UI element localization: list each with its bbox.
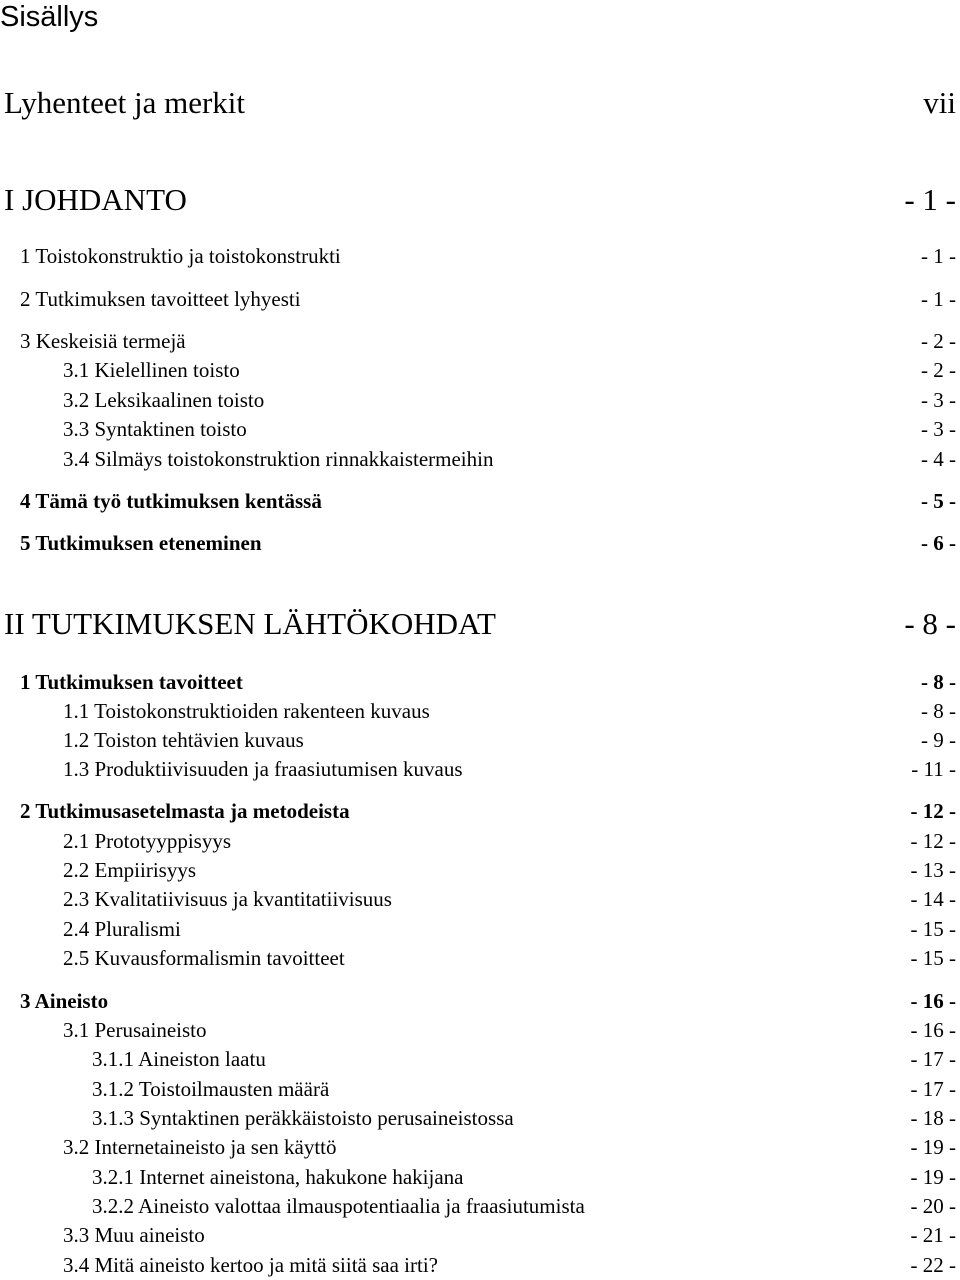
- toc-entry-title: 3.4 Silmäys toistokonstruktion rinnakkaistermeihin: [63, 447, 494, 471]
- toc-entry[interactable]: [4, 606, 956, 642]
- toc-entry[interactable]: [63, 1252, 956, 1278]
- toc-entry-title: 2 Tutkimusasetelmasta ja metodeista: [20, 799, 350, 823]
- toc-entry[interactable]: [63, 727, 956, 753]
- toc-entry-title: 2 Tutkimuksen tavoitteet lyhyesti: [20, 287, 301, 311]
- toc-entry-page: - 8 -: [921, 670, 956, 694]
- toc-entry-title: 3.3 Muu aineisto: [63, 1223, 205, 1247]
- toc-entry[interactable]: [63, 945, 956, 971]
- toc-entry-page: - 15 -: [910, 946, 956, 970]
- page-title: Sisällys: [0, 1, 99, 33]
- toc-entry-title: 2.2 Empiirisyys: [63, 858, 197, 882]
- toc-entry-page: - 12 -: [910, 799, 956, 823]
- toc-entry[interactable]: [20, 488, 956, 514]
- toc-entry-page: - 8 -: [921, 699, 956, 723]
- toc-entry-title: 3.1 Perusaineisto: [63, 1018, 207, 1042]
- toc-entry[interactable]: [63, 857, 956, 883]
- toc-entry-title: 3.2 Leksikaalinen toisto: [63, 388, 265, 412]
- toc-entry-title: 3.4 Mitä aineisto kertoo ja mitä siitä saa irti?: [63, 1253, 438, 1277]
- toc-entry-page: - 1 -: [904, 182, 956, 217]
- toc-entry[interactable]: [20, 530, 956, 556]
- toc-entry-page: - 4 -: [921, 447, 956, 471]
- toc-entry-page: - 16 -: [910, 989, 956, 1013]
- toc-entry[interactable]: [63, 886, 956, 912]
- toc-entry-page: - 19 -: [910, 1165, 956, 1189]
- toc-entry[interactable]: [92, 1076, 956, 1102]
- toc-entry-page: - 8 -: [904, 606, 956, 641]
- toc-entry-page: - 3 -: [921, 388, 956, 412]
- toc-entry[interactable]: [63, 416, 956, 442]
- toc-entry-page: - 16 -: [910, 1018, 956, 1042]
- toc-entry-page: - 18 -: [910, 1106, 956, 1130]
- toc-entry-page: - 11 -: [911, 757, 956, 781]
- toc-entry-title: 2.4 Pluralismi: [63, 917, 181, 941]
- toc-entry-page: vii: [923, 85, 956, 120]
- toc-entry[interactable]: [4, 85, 956, 121]
- toc-entry-title: 3.1 Kielellinen toisto: [63, 358, 240, 382]
- toc-entry[interactable]: [63, 698, 956, 724]
- toc-entry[interactable]: [63, 1017, 956, 1043]
- toc-entry-page: - 5 -: [921, 489, 956, 513]
- toc-entry-page: - 22 -: [910, 1253, 956, 1277]
- toc-entry-title: 3 Aineisto: [20, 989, 109, 1013]
- toc-entry-title: 3.3 Syntaktinen toisto: [63, 417, 247, 441]
- toc-entry-page: - 15 -: [910, 917, 956, 941]
- toc-entry-title: 3.2.1 Internet aineistona, hakukone hakijana: [92, 1165, 464, 1189]
- toc-entry-title: 1 Tutkimuksen tavoitteet: [20, 670, 243, 694]
- toc-entry[interactable]: [20, 328, 956, 354]
- toc-entry[interactable]: [20, 988, 956, 1014]
- toc-entry-title: 2.5 Kuvausformalismin tavoitteet: [63, 946, 345, 970]
- toc-entry-title: 2.3 Kvalitatiivisuus ja kvantitatiivisuus: [63, 887, 392, 911]
- toc-entry[interactable]: [63, 756, 956, 782]
- toc-entry-title: 2.1 Prototyyppisyys: [63, 829, 232, 853]
- toc-entry-title: 3.1.3 Syntaktinen peräkkäistoisto perusaineistossa: [92, 1106, 514, 1130]
- toc-entry[interactable]: [63, 1222, 956, 1248]
- toc-entry-page: - 21 -: [910, 1223, 956, 1247]
- toc-entry-title: I JOHDANTO: [4, 182, 187, 217]
- toc-entry-title: 1 Toistokonstruktio ja toistokonstrukti: [20, 244, 341, 268]
- toc-entry[interactable]: [20, 669, 956, 695]
- toc-entry-page: - 1 -: [921, 244, 956, 268]
- toc-entry-title: 3.2.2 Aineisto valottaa ilmauspotentiaalia ja fraasiutumista: [92, 1194, 585, 1218]
- toc-entry[interactable]: [20, 798, 956, 824]
- toc-entry[interactable]: [63, 387, 956, 413]
- toc-entry-page: - 2 -: [921, 329, 956, 353]
- toc-entry[interactable]: [92, 1193, 956, 1219]
- toc-entry-title: 3.1.1 Aineiston laatu: [92, 1047, 266, 1071]
- toc-entry[interactable]: [92, 1164, 956, 1190]
- toc-entry-title: 1.1 Toistokonstruktioiden rakenteen kuvaus: [63, 699, 430, 723]
- toc-entry-title: 4 Tämä työ tutkimuksen kentässä: [20, 489, 322, 513]
- toc-entry-page: - 6 -: [921, 531, 956, 555]
- toc-entry[interactable]: [63, 446, 956, 472]
- toc-entry[interactable]: [4, 182, 956, 218]
- toc-entry-page: - 17 -: [910, 1047, 956, 1071]
- toc-entry-title: 3.1.2 Toistoilmausten määrä: [92, 1077, 330, 1101]
- toc-entry-title: 5 Tutkimuksen eteneminen: [20, 531, 262, 555]
- toc-entry-page: - 19 -: [910, 1135, 956, 1159]
- toc-entry-page: - 14 -: [910, 887, 956, 911]
- toc-entry[interactable]: [63, 357, 956, 383]
- toc-entry-title: II TUTKIMUKSEN LÄHTÖKOHDAT: [4, 606, 496, 641]
- toc-entry-page: - 17 -: [910, 1077, 956, 1101]
- toc-entry[interactable]: [92, 1105, 956, 1131]
- toc-entry-page: - 20 -: [910, 1194, 956, 1218]
- toc-entry-title: 3.2 Internetaineisto ja sen käyttö: [63, 1135, 337, 1159]
- toc-entry-title: 1.2 Toiston tehtävien kuvaus: [63, 728, 304, 752]
- toc-entry-page: - 3 -: [921, 417, 956, 441]
- toc-entry[interactable]: [20, 286, 956, 312]
- toc-entry-title: 3 Keskeisiä termejä: [20, 329, 186, 353]
- toc-entry-title: 1.3 Produktiivisuuden ja fraasiutumisen kuvaus: [63, 757, 463, 781]
- toc-entry-title: Lyhenteet ja merkit: [4, 85, 246, 120]
- toc-entry[interactable]: [20, 243, 956, 269]
- toc-entry-page: - 13 -: [910, 858, 956, 882]
- toc-entry-page: - 9 -: [921, 728, 956, 752]
- toc-entry-page: - 1 -: [921, 287, 956, 311]
- toc-entry[interactable]: [63, 1134, 956, 1160]
- toc-entry[interactable]: [63, 828, 956, 854]
- toc-entry-page: - 12 -: [910, 829, 956, 853]
- toc-entry[interactable]: [63, 916, 956, 942]
- toc-entry-page: - 2 -: [921, 358, 956, 382]
- toc-entry[interactable]: [92, 1046, 956, 1072]
